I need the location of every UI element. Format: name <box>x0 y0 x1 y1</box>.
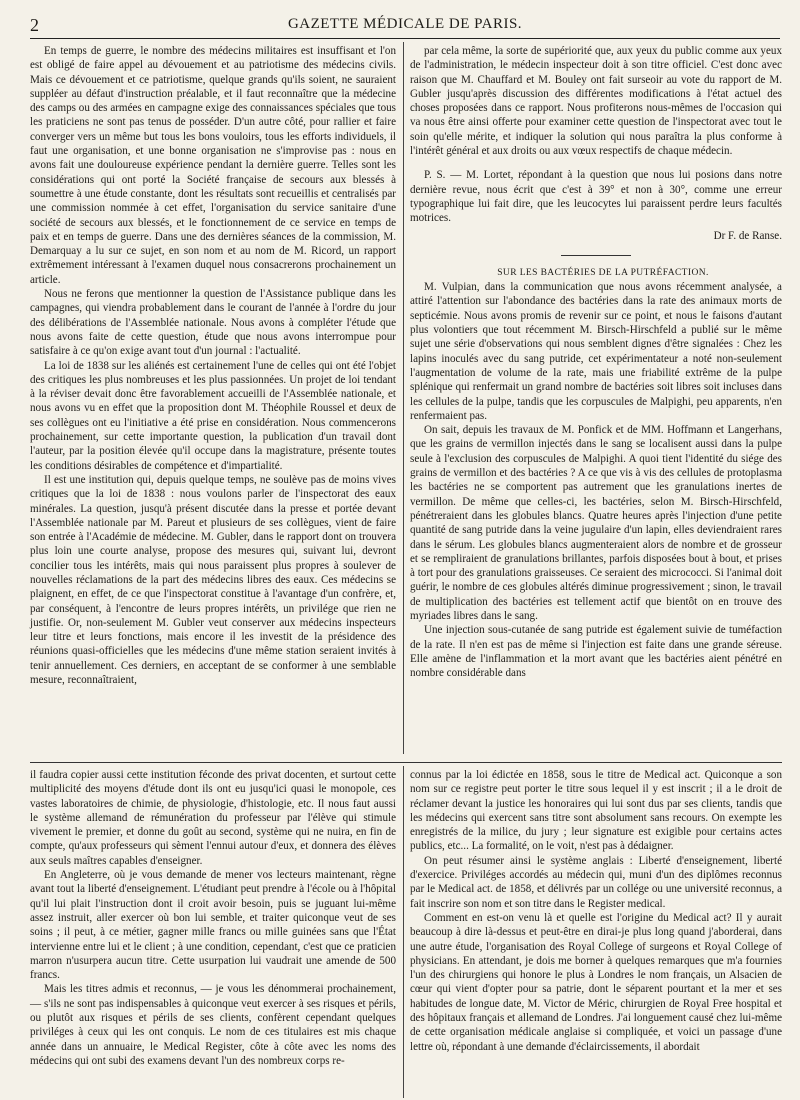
paragraph: Comment en est-on venu là et quelle est l'origine du Medical act? Il y aurait beaucoup à dire là-dessus et peut-être en dirai-je plus long quand j'aborderai, dans une autre étude, l'organisation des Royal College of surgeons et Royal College of physicians. En attendant, je dois me borner à quelques remarques que m'a fournies l'un des chirurgiens qui honore le plus à Londres le nom français, un Alsacien de cœur qui vient d'opter pour sa patrie, dont le séparent pourtant et la mer et ses habitudes de longue date, M. Victor de Méric, chirurgien de Royal Free hospital et des hôpitaux français et allemand de Londres. J'ai longuement causé chez lui-même de cette organisation médicale anglaise si compliquée, et voici un passage d'une lettre où, répondant à une demande d'éclaircissements, il abordait <box>410 911 782 1053</box>
page-number: 2 <box>30 15 39 35</box>
paragraph: Mais les titres admis et reconnus, — je vous les dénommerai prochainement, — s'ils ne sont pas indispensables à quiconque veut exercer à ses risques et périls, ou plutôt aux risques et périls de ses clients, confèrent cependant quelques priviléges à ceux qui les ont conquis. Le nom de ces titulaires est mis chaque année dans un annuaire, le Medical Register, côte à côte avec les noms des médecins qui ont subi des examens devant l'un des nombreux corps re- <box>30 983 396 1067</box>
paragraph: La loi de 1838 sur les aliénés est certainement l'une de celles qui ont été l'objet des critiques les plus nombreuses et les plus passionnées. Un projet de loi tendant à la réviser devait donc être favorablement accueilli de l'Assemblée nationale, et nous avons vu en effet que la proposition dont M. Théophile Roussel et deux de ses collègues ont eu l'initiative a été prise en considération. Nous commencerons prochainement, sur cette importante question, la publication d'un travail dont l'auteur, par la position élevée qu'il occupe dans la magistrature, présente toutes les conditions désirables de compétence et d'impartialité. <box>30 359 396 472</box>
section-heading: SUR LES BACTÉRIES DE LA PUTRÉFACTION. <box>497 267 709 278</box>
section-rule <box>561 255 631 256</box>
paragraph: Il est une institution qui, depuis quelque temps, ne soulève pas de moins vives critiques que la loi de 1838 : nous voulons parler de l'inspectorat des eaux minérales. La question, jusqu'à présent discutée dans la presse et portée devant l'Assemblée nationale par M. Pareut et plusieurs de ses collègues, vient de faire son entrée à l'Académie de médecine. M. Gubler, dans le rapport dont on trouvera plus loin une courte analyse, propose des mesures qui, suivant lui, devront concilier tous les intérêts, mais qui nous paraissent plus propres à soulever de nouvelles réclamations de la part des médecins libres des eaux. Ces médecins se plaignent, en effet, de ce que l'inspectorat constitue à l'avantage d'un confrère, et, par conséquent, à l'encontre de leurs propres intérêts, un privilége que rien ne justifie. Or, non-seulement M. Gubler veut conserver aux médecins inspecteurs leur titre et leurs fonctions, mais encore il les investit de la présidence des réunions quasi-officielles que les médecins d'une même station seraient invités à tenir annuellement. Ces derniers, en acceptant de se conformer à une semblable mesure, reconnaîtraient, <box>30 473 396 687</box>
paragraph: Nous ne ferons que mentionner la question de l'Assistance publique dans les campagnes, qui viendra probablement dans le courant de l'année à l'ordre du jour des délibérations de l'Assemblée nationale. Nous avons à compléter l'étude que nous avons faite de cette question, étude que nous avons interrompue pour satisfaire à ce qu'on exige avant tout d'un journal : l'actualité. <box>30 288 396 358</box>
paragraph: Une injection sous-cutanée de sang putride est également suivie de tuméfaction de la rate. Il n'en est pas de même si l'injection est faite dans une grande séreuse. Elle amène de l'inflammation et la mort avant que les bactéries aient pénétré en nombre considérable dans <box>410 624 782 680</box>
paragraph: On sait, depuis les travaux de M. Ponfick et de MM. Hoffmann et Langerhans, que les grains de vermillon injectés dans le sang se localisent aussi dans la pulpe seule à l'exclusion des corpuscules de Malpighi. A quoi tient l'identité du siége des grains de vermillon et des bactéries ? A ce que vis à vis des cellules de protoplasma les bactéries ne se comportent pas autrement que les granulations inertes de vermillon. De même que celles-ci, les bactéries, selon M. Birsch-Hirschfeld, pénétreraient dans les globules blancs. Quatre heures après l'injection d'une petite quantité de sang putride dans la veine jugulaire d'un lapin, elles deviendraient rares dans le sérum. Les globules blancs augmenteraient alors de nombre et de grosseur et se rempliraient de granulations brillantes, parfois disposées bout à bout, et prises à tort pour des granulations graisseuses. Ce seraient des micrococci. Si l'animal doit guérir, le nombre de ces globules altérés diminue progressivement ; sinon, le travail de multiplication des bactéries est tellement actif que bientôt on en trouve des myriades libres dans le sang. <box>410 424 782 622</box>
upper-left-column <box>30 44 396 754</box>
signature: Dr F. de Ranse. <box>713 229 782 242</box>
column-divider <box>403 42 404 754</box>
postscript: P. S. — M. Lortet, répondant à la question que nous lui posions dans notre dernière revue, nous écrit que c'est à 39° et non à 30°, comme une erreur typographique lui fait dire, que les leucocytes lui paraissent perdre leurs facultés motrices. <box>410 169 782 225</box>
page-header <box>30 14 780 39</box>
paragraph: M. Vulpian, dans la communication que nous avons récemment analysée, a attiré l'attention sur l'abondance des bactéries dans la rate des animaux morts de septicémie. Nous avons promis de revenir sur ce point, et nous le faisons d'autant plus volontiers que tout récemment M. Birsch-Hirschfeld a publié sur le même sujet une série d'observations qui nous semblent dignes d'être signalées : Chez les lapins inoculés avec du sang putride, cet expérimentateur a noté non-seulement l'augmentation de volume de la rate, mais une friabilité extrême de la pulpe splénique qui renfermait un grand nombre de bactéries soit libres soit incluses dans les cellules de la pulpe, tandis que les corpuscules de Malpighi, peu apparents, n'en renfermaient pas. <box>410 281 782 422</box>
paragraph: il faudra copier aussi cette institution féconde des privat docenten, et surtout cette multiplicité des moyens d'étude dont ils ont eu jusqu'ici quasi le monopole, ces vastes laboratoires de chimie, de physiologie, d'histologie, etc. Il nous faut aussi le système allemand de rémunération du professeur par l'élève qui stimule vivement le premier, et donne du goût au second, système qui ne nuira, en fin de compte, qu'aux professeurs qui sèment l'ennui autour d'eux, et donnera des élèves aux seuls maîtres capables d'enseigner. <box>30 769 396 867</box>
lower-right-column <box>410 768 782 1098</box>
paragraph: connus par la loi édictée en 1858, sous le titre de Medical act. Quiconque a son nom sur ce registre peut porter le titre sous lequel il y est inscrit ; il a le droit de réclamer devant la justice les honoraires qui lui sont dus par ses clients, tandis que les médecins qui exercent sans titre sont absolument sans recours. On exempte les enregistrés de la milice, du jury ; leur signature est exigible pour certains actes publics, etc... La formalité, on le voit, n'est pas à dédaigner. <box>410 769 782 853</box>
column-divider <box>403 766 404 1098</box>
paragraph: On peut résumer ainsi le système anglais : Liberté d'enseignement, liberté d'exercice. Priviléges accordés au médecin qui, muni d'un des diplômes reconnus par le Medical act. de 1858, et délivrés par un collége ou une université reconnus, a fait inscrire son nom et son titre dans le Register medical. <box>410 854 782 910</box>
upper-right-column <box>410 44 782 754</box>
journal-title: GAZETTE MÉDICALE DE PARIS. <box>287 16 523 32</box>
lower-left-column <box>30 768 396 1098</box>
paragraph: En Angleterre, où je vous demande de mener vos lecteurs maintenant, règne avant tout la liberté d'enseignement. L'étudiant peut prendre à l'école ou à l'hôpital qu'il lui plait l'instruction dont il croit avoir besoin, puis se juguant lui-même assez instruit, aller exercer où bon lui semble, et traiter quiconque veut de ses soins ; il peut, à ce métier, gagner mille francs ou mille guinées sans que l'État intervienne entre lui et le client ; à une condition, cependant, c'est que ce praticien marron n'usurpera aucun titre. Cette usurpation lui vaudrait une amende de 500 francs. <box>30 869 396 982</box>
paragraph: En temps de guerre, le nombre des médecins militaires est insuffisant et l'on est obligé de faire appel au dévouement et au patriotisme des médecins civils. Mais ce dévouement et ce patriotisme, quelque grands qu'ils soient, ne sauraient suppléer au défaut d'instruction préalable, et il faut reconnaître que la médecine des camps ou des armées en campagne exige des connaissances spéciales que tous les praticiens ne sont pas tenus de posséder. D'un autre côté, pour rallier et faire converger vers un même but tous les bons vouloirs, tous les efforts individuels, il faut une organisation, et une bonne organisation ne s'improvise pas : nous en avons fait une douloureuse expérience pendant la dernière guerre. Telles sont les considérations qui ont porté la Société française de secours aux blessés à soumettre à une étude constante, dont les résultats sont recueillis et centralisés par une commission nommée à cet effet, l'organisation du service sanitaire d'une société de secours aux blessés, et le fonctionnement de ce service en temps de paix et en temps de guerre. Dans une des dernières séances de la commission, M. Demarquay a lu sur ce sujet, en son nom et au nom de M. Ricord, un rapport extrêmement intéressant à l'examen duquel nous consacrerons prochainement un article. <box>30 45 396 286</box>
section-divider <box>30 762 782 763</box>
paragraph: par cela même, la sorte de supériorité que, aux yeux du public comme aux yeux de l'administration, le médecin inspecteur doit à son titre officiel. C'est donc avec raison que M. Chauffard et M. Bouley ont fait surseoir au vote du rapport de M. Gubler jusqu'après discussion des différentes modifications à l'état actuel des choses proposées dans ce rapport. Nous profiterons nous-mêmes de l'occasion qui va nous être ainsi offerte pour examiner cette question de l'inspectorat avec tout le soin qu'elle mérite, et indiquer la solution qui nous paraîtra la plus conforme à l'intérêt général et aux droits ou aux vœux respectifs de chaque médecin. <box>410 45 782 158</box>
